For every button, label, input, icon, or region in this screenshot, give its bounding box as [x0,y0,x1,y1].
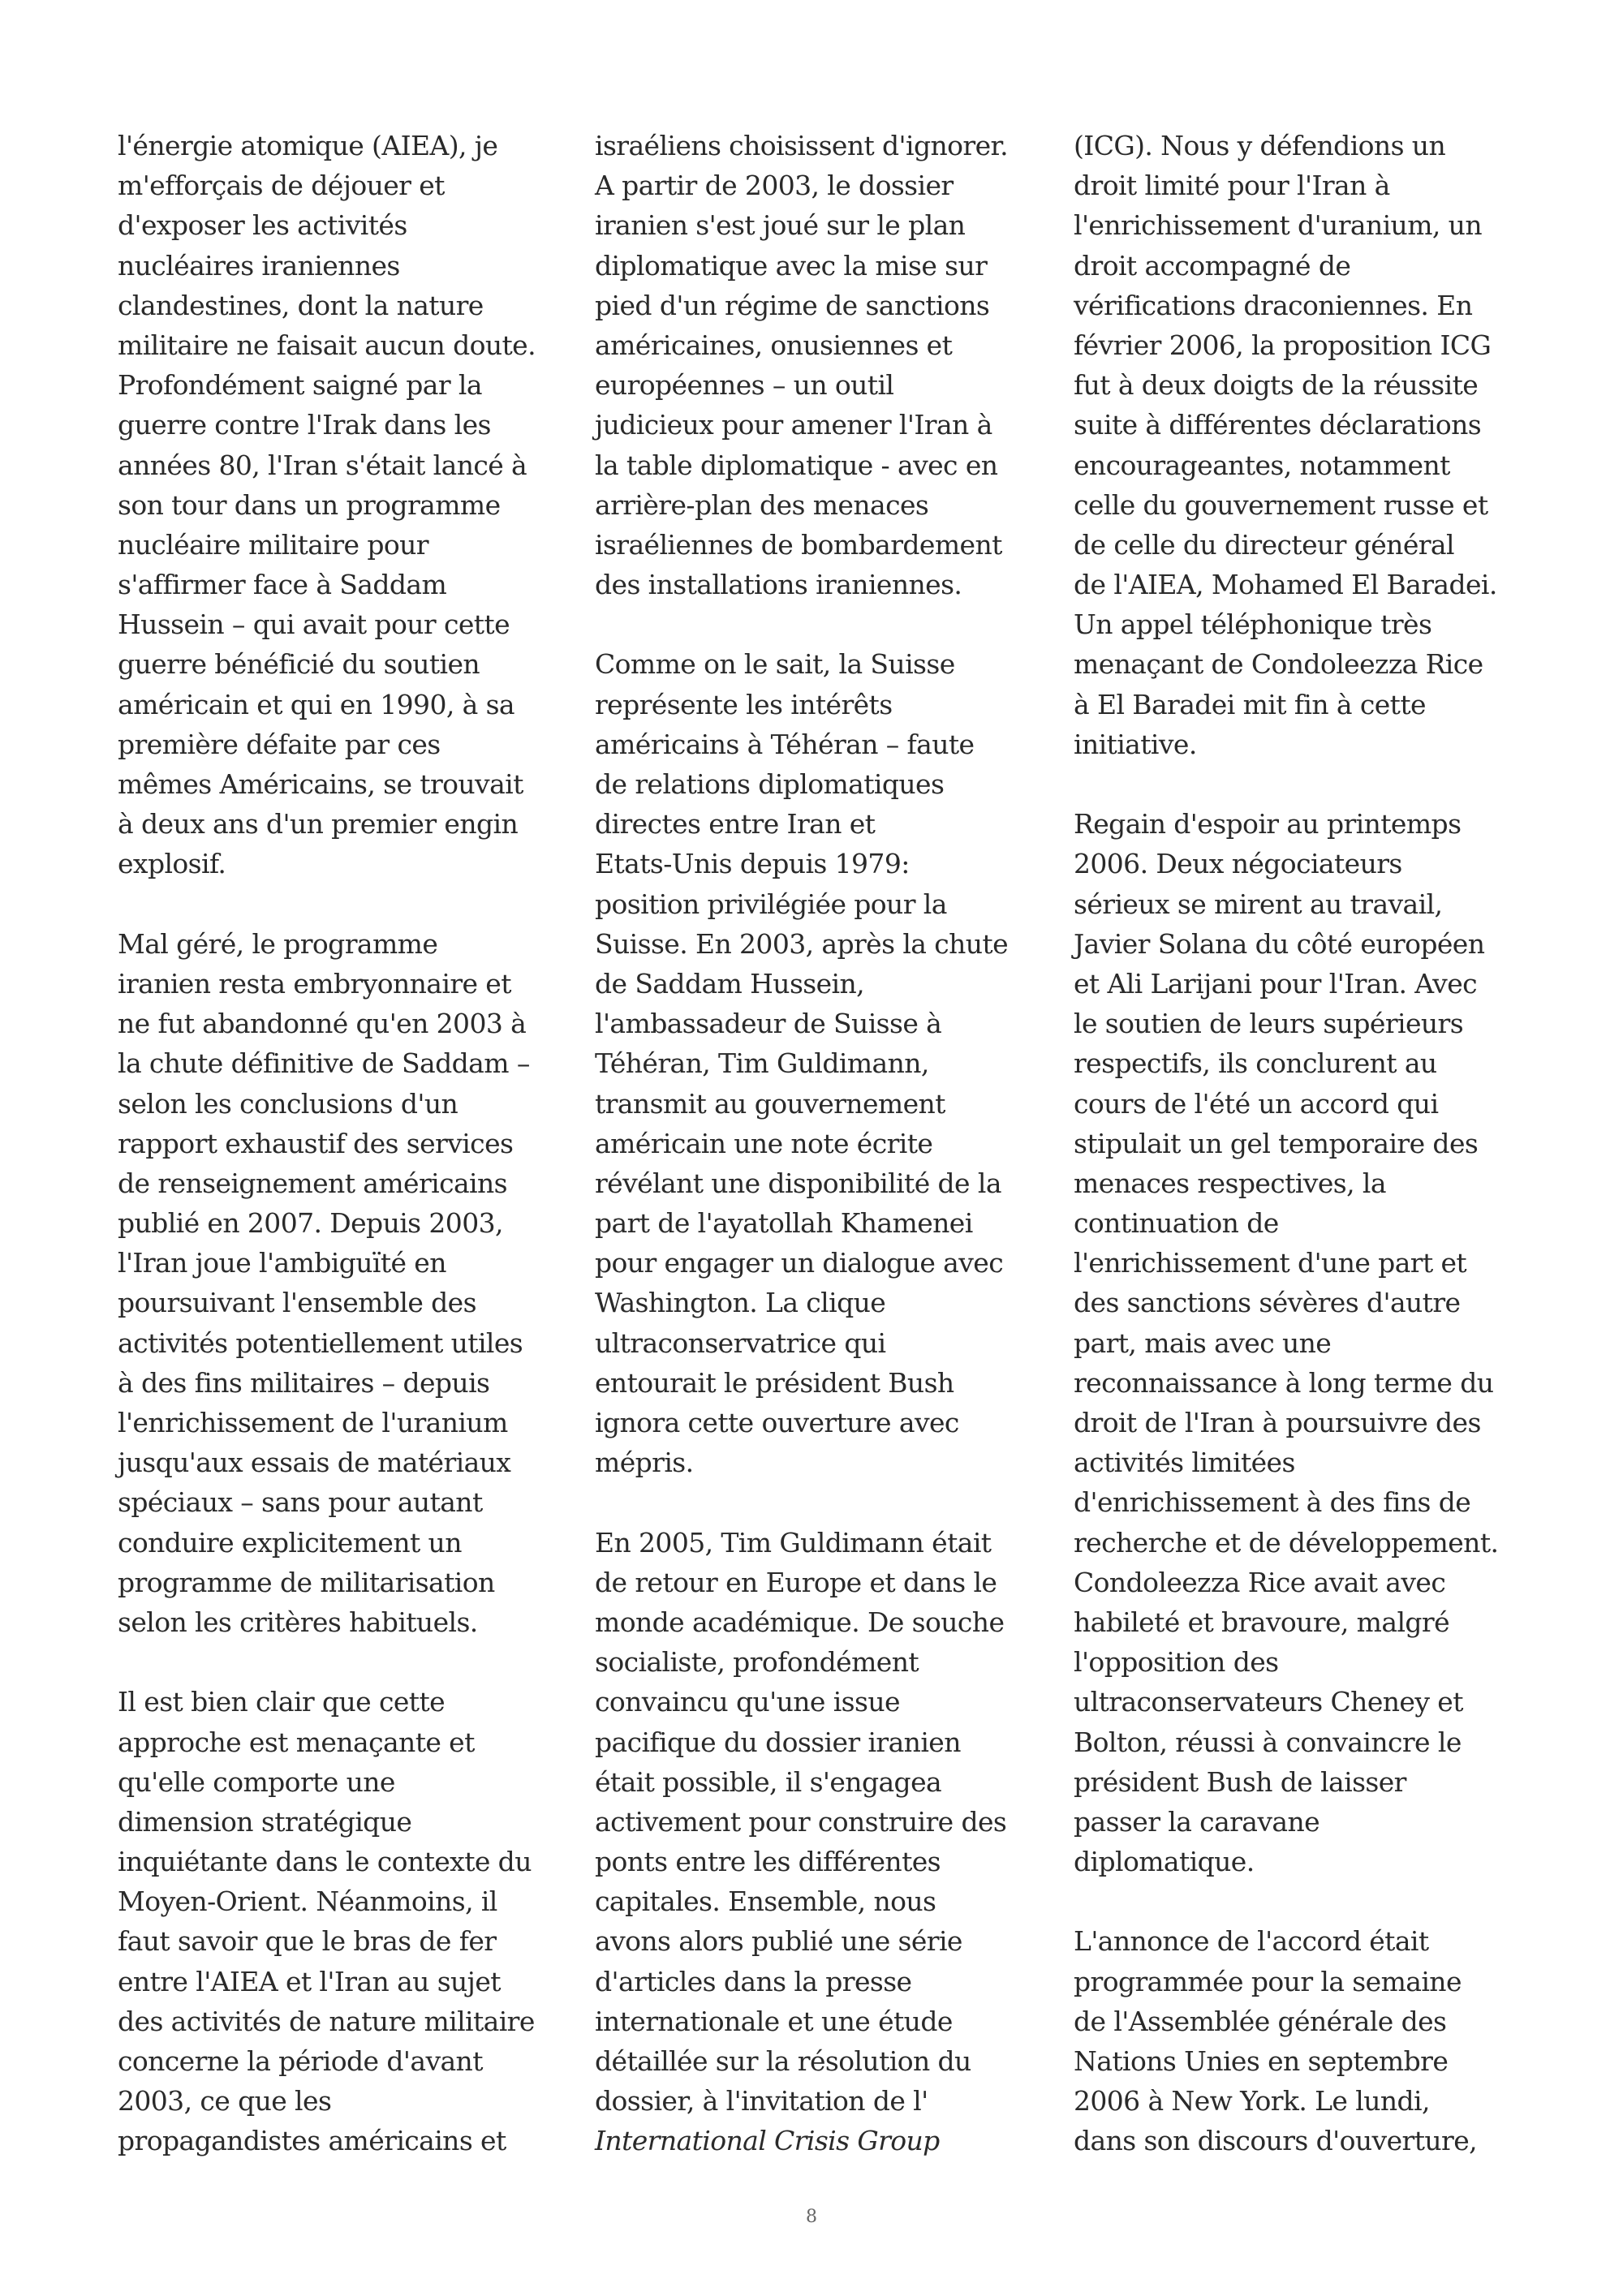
text-line: approche est menaçante et [118,1726,475,1758]
text-line: février 2006, la proposition ICG [1074,329,1492,361]
text-line: encourageantes, notamment [1074,449,1450,481]
text-line: de relations diplomatiques [595,768,945,800]
text-line: des activités de nature militaire [118,2005,535,2037]
text-line: continuation de [1074,1207,1279,1240]
text-line: l'enrichissement d'uranium, un [1074,209,1482,242]
text-line: le soutien de leurs supérieurs [1074,1008,1464,1040]
paragraph [118,1682,572,2161]
text-line: L'annonce de l'accord était [1074,1925,1429,1958]
text-line: reconnaissance à long terme du [1074,1366,1494,1399]
text-line: l'enrichissement d'une part et [1074,1247,1467,1279]
text-line: poursuivant l'ensemble des [118,1287,476,1319]
text-line: l'opposition des [1074,1646,1279,1679]
paragraph [118,126,572,884]
text-line: israéliens choisissent d'ignorer. [595,130,1008,161]
text-line: révélant une disponibilité de la [595,1167,1001,1199]
text-line: 2006 à New York. Le lundi, [1074,2085,1430,2118]
text-line: détaillée sur la résolution du [595,2045,971,2077]
text-line: l'ambassadeur de Suisse à [595,1008,942,1040]
text-line: inquiétante dans le contexte du [118,1846,532,1878]
text-line: recherche et de développement. [1074,1526,1499,1559]
text-line: Etats-Unis depuis 1979: [595,848,910,880]
text-line: guerre bénéficié du soutien [118,648,480,681]
paragraph [1074,804,1528,1881]
text-line: ultraconservatrice qui [595,1326,886,1359]
text-line: qu'elle comporte une [118,1765,395,1798]
text-line: de l'AIEA, Mohamed El Baradei. [1074,569,1497,601]
text-line: américains à Téhéran – faute [595,728,975,760]
text-column-1 [118,126,572,2201]
text-line: selon les conclusions d'un [118,1087,458,1120]
paragraph [595,126,1049,604]
text-line: iranien s'est joué sur le plan [595,209,966,242]
text-line: nucléaires iraniennes [118,249,400,282]
text-line: droit de l'Iran à poursuivre des [1074,1407,1481,1438]
text-line: avons alors publié une série [595,1925,962,1958]
paragraph [118,924,572,1642]
text-line: diplomatique avec la mise sur [595,249,988,282]
text-line: la table diplomatique - avec en [595,449,998,481]
text-column-3 [1074,126,1528,2201]
text-line: guerre contre l'Irak dans les [118,409,491,441]
text-line: de l'Assemblée générale des [1074,2005,1447,2037]
text-line: de renseignement américains [118,1167,507,1199]
text-line: A partir de 2003, le dossier [595,170,954,202]
text-line: conduire explicitement un [118,1526,462,1559]
text-line: l'enrichissement de l'uranium [118,1407,508,1438]
page-number: 8 [806,2207,817,2227]
text-line: part, mais avec une [1074,1326,1332,1359]
text-line: habileté et bravoure, malgré [1074,1606,1450,1638]
text-line: activités potentiellement utiles [118,1326,523,1359]
text-line: programme de militarisation [118,1566,495,1598]
text-line: Il est bien clair que cette [118,1686,446,1718]
text-line: et Ali Larijani pour l'Iran. Avec [1074,967,1478,1000]
paragraph [595,644,1049,1482]
text-line: Mal géré, le programme [118,927,438,960]
text-line: nucléaire militaire pour [118,528,428,561]
text-line: Moyen-Orient. Néanmoins, il [118,1885,497,1918]
text-line: Hussein – qui avait pour cette [118,608,510,641]
text-line: menaçant de Condoleezza Rice [1074,648,1483,681]
text-line: américain une note écrite [595,1127,933,1159]
text-line: mépris. [595,1447,694,1479]
text-line: des sanctions sévères d'autre [1074,1287,1461,1319]
text-line: 2006. Deux négociateurs [1074,848,1402,880]
text-line: activités limitées [1074,1447,1295,1479]
text-line: militaire ne faisait aucun doute. [118,329,536,361]
text-line: stipulait un gel temporaire des [1074,1127,1479,1159]
text-line: (ICG). Nous y défendions un [1074,130,1446,161]
text-line: menaces respectives, la [1074,1167,1386,1199]
text-line: Téhéran, Tim Guldimann, [595,1047,929,1080]
text-line: ne fut abandonné qu'en 2003 à [118,1008,527,1040]
text-line: rapport exhaustif des services [118,1127,514,1159]
paragraph [1074,126,1528,764]
text-line: d'exposer les activités [118,209,407,242]
text-line: fut à deux doigts de la réussite [1074,369,1479,402]
text-line: propagandistes américains et [118,2125,506,2157]
text-line: à deux ans d'un premier engin [118,808,519,841]
text-line: des installations iraniennes. [595,569,962,601]
text-line: sérieux se mirent au travail, [1074,888,1443,920]
text-line: En 2005, Tim Guldimann était [595,1526,992,1559]
text-line: Bolton, réussi à convaincre le [1074,1726,1462,1758]
text-line: spéciaux – sans pour autant [118,1486,483,1519]
text-line: américaines, onusiennes et [595,329,953,361]
text-line: transmit au gouvernement [595,1087,945,1120]
text-line: directes entre Iran et [595,808,876,841]
text-line: vérifications draconiennes. En [1074,289,1473,321]
text-line: droit limité pour l'Iran à [1074,170,1390,202]
text-line: iranien resta embryonnaire et [118,967,511,1000]
text-line: respectifs, ils conclurent au [1074,1047,1437,1080]
text-line: Un appel téléphonique très [1074,608,1432,641]
text-line: m'efforçais de déjouer et [118,170,445,202]
text-line: européennes – un outil [595,369,894,402]
text-line: l'Iran joue l'ambiguïté en [118,1247,446,1279]
text-line: son tour dans un programme [118,488,501,521]
text-line: années 80, l'Iran s'était lancé à [118,449,527,481]
text-line: judicieux pour amener l'Iran à [595,409,992,441]
paragraph [1074,1921,1528,2161]
text-line: Condoleezza Rice avait avec [1074,1566,1446,1598]
text-line: internationale et une étude [595,2005,953,2037]
text-line: arrière-plan des menaces [595,488,929,521]
text-line: 2003, ce que les [118,2085,332,2118]
text-line: jusqu'aux essais de matériaux [118,1447,511,1479]
text-line: ponts entre les différentes [595,1846,941,1878]
text-line: d'articles dans la presse [595,1965,912,1997]
text-line: première défaite par ces [118,728,441,760]
text-line: d'enrichissement à des fins de [1074,1486,1471,1519]
text-line: explosif. [118,848,226,880]
text-line: Profondément saigné par la [118,369,482,402]
text-line: de retour en Europe et dans le [595,1566,997,1598]
text-line: Washington. La clique [595,1287,886,1319]
text-line: programmée pour la semaine [1074,1965,1462,1997]
text-line: concerne la période d'avant [118,2045,483,2077]
text-line: entre l'AIEA et l'Iran au sujet [118,1965,501,1997]
text-line: mêmes Américains, se trouvait [118,768,523,800]
text-line: à El Baradei mit fin à cette [1074,688,1426,720]
text-line: Suisse. En 2003, après la chute [595,927,1009,960]
publication-name: International Crisis Group [595,2125,940,2157]
text-line: représente les intérêts [595,688,893,720]
text-line: à des fins militaires – depuis [118,1366,490,1399]
text-line: monde académique. De souche [595,1606,1005,1638]
text-line: passer la caravane [1074,1805,1320,1838]
text-line: cours de l'été un accord qui [1074,1087,1439,1120]
text-line: selon les critères habituels. [118,1606,478,1638]
text-line: faut savoir que le bras de fer [118,1925,497,1958]
text-line: la chute définitive de Saddam – [118,1047,530,1080]
text-line: Regain d'espoir au printemps [1074,808,1462,841]
text-line: celle du gouvernement russe et [1074,488,1488,521]
text-line: socialiste, profondément [595,1646,919,1679]
text-line: ultraconservateurs Cheney et [1074,1686,1463,1718]
text-line: suite à différentes déclarations [1074,409,1482,441]
text-line: américain et qui en 1990, à sa [118,688,514,720]
text-line: Comme on le sait, la Suisse [595,648,955,681]
text-line: pied d'un régime de sanctions [595,289,990,321]
text-line: entourait le président Bush [595,1366,954,1399]
text-line: droit accompagné de [1074,249,1351,282]
text-line: dimension stratégique [118,1805,412,1838]
text-line: convaincu qu'une issue [595,1686,900,1718]
text-line: était possible, il s'engagea [595,1765,942,1798]
text-line: de Saddam Hussein, [595,967,865,1000]
text-line: publié en 2007. Depuis 2003, [118,1207,503,1240]
text-line: dans son discours d'ouverture, [1074,2125,1478,2157]
text-line: position privilégiée pour la [595,888,947,920]
text-line: capitales. Ensemble, nous [595,1885,936,1918]
text-line: pacifique du dossier iranien [595,1726,961,1758]
text-line: s'affirmer face à Saddam [118,569,447,601]
text-line: initiative. [1074,728,1197,760]
text-column-2 [595,126,1049,2201]
text-line: président Bush de laisser [1074,1765,1406,1798]
text-line: diplomatique. [1074,1846,1255,1878]
text-line: ignora cette ouverture avec [595,1407,959,1438]
text-line: part de l'ayatollah Khamenei [595,1207,973,1240]
text-line: clandestines, dont la nature [118,289,484,321]
text-line: de celle du directeur général [1074,528,1454,561]
text-line: dossier, à l'invitation de l' [595,2085,928,2118]
text-line: israéliennes de bombardement [595,528,1002,561]
text-line: activement pour construire des [595,1805,1007,1838]
text-line: l'énergie atomique (AIEA), je [118,130,498,161]
text-line: pour engager un dialogue avec [595,1247,1004,1279]
text-line: Javier Solana du côté européen [1074,927,1485,960]
paragraph [595,1523,1049,2161]
text-line: Nations Unies en septembre [1074,2045,1449,2077]
